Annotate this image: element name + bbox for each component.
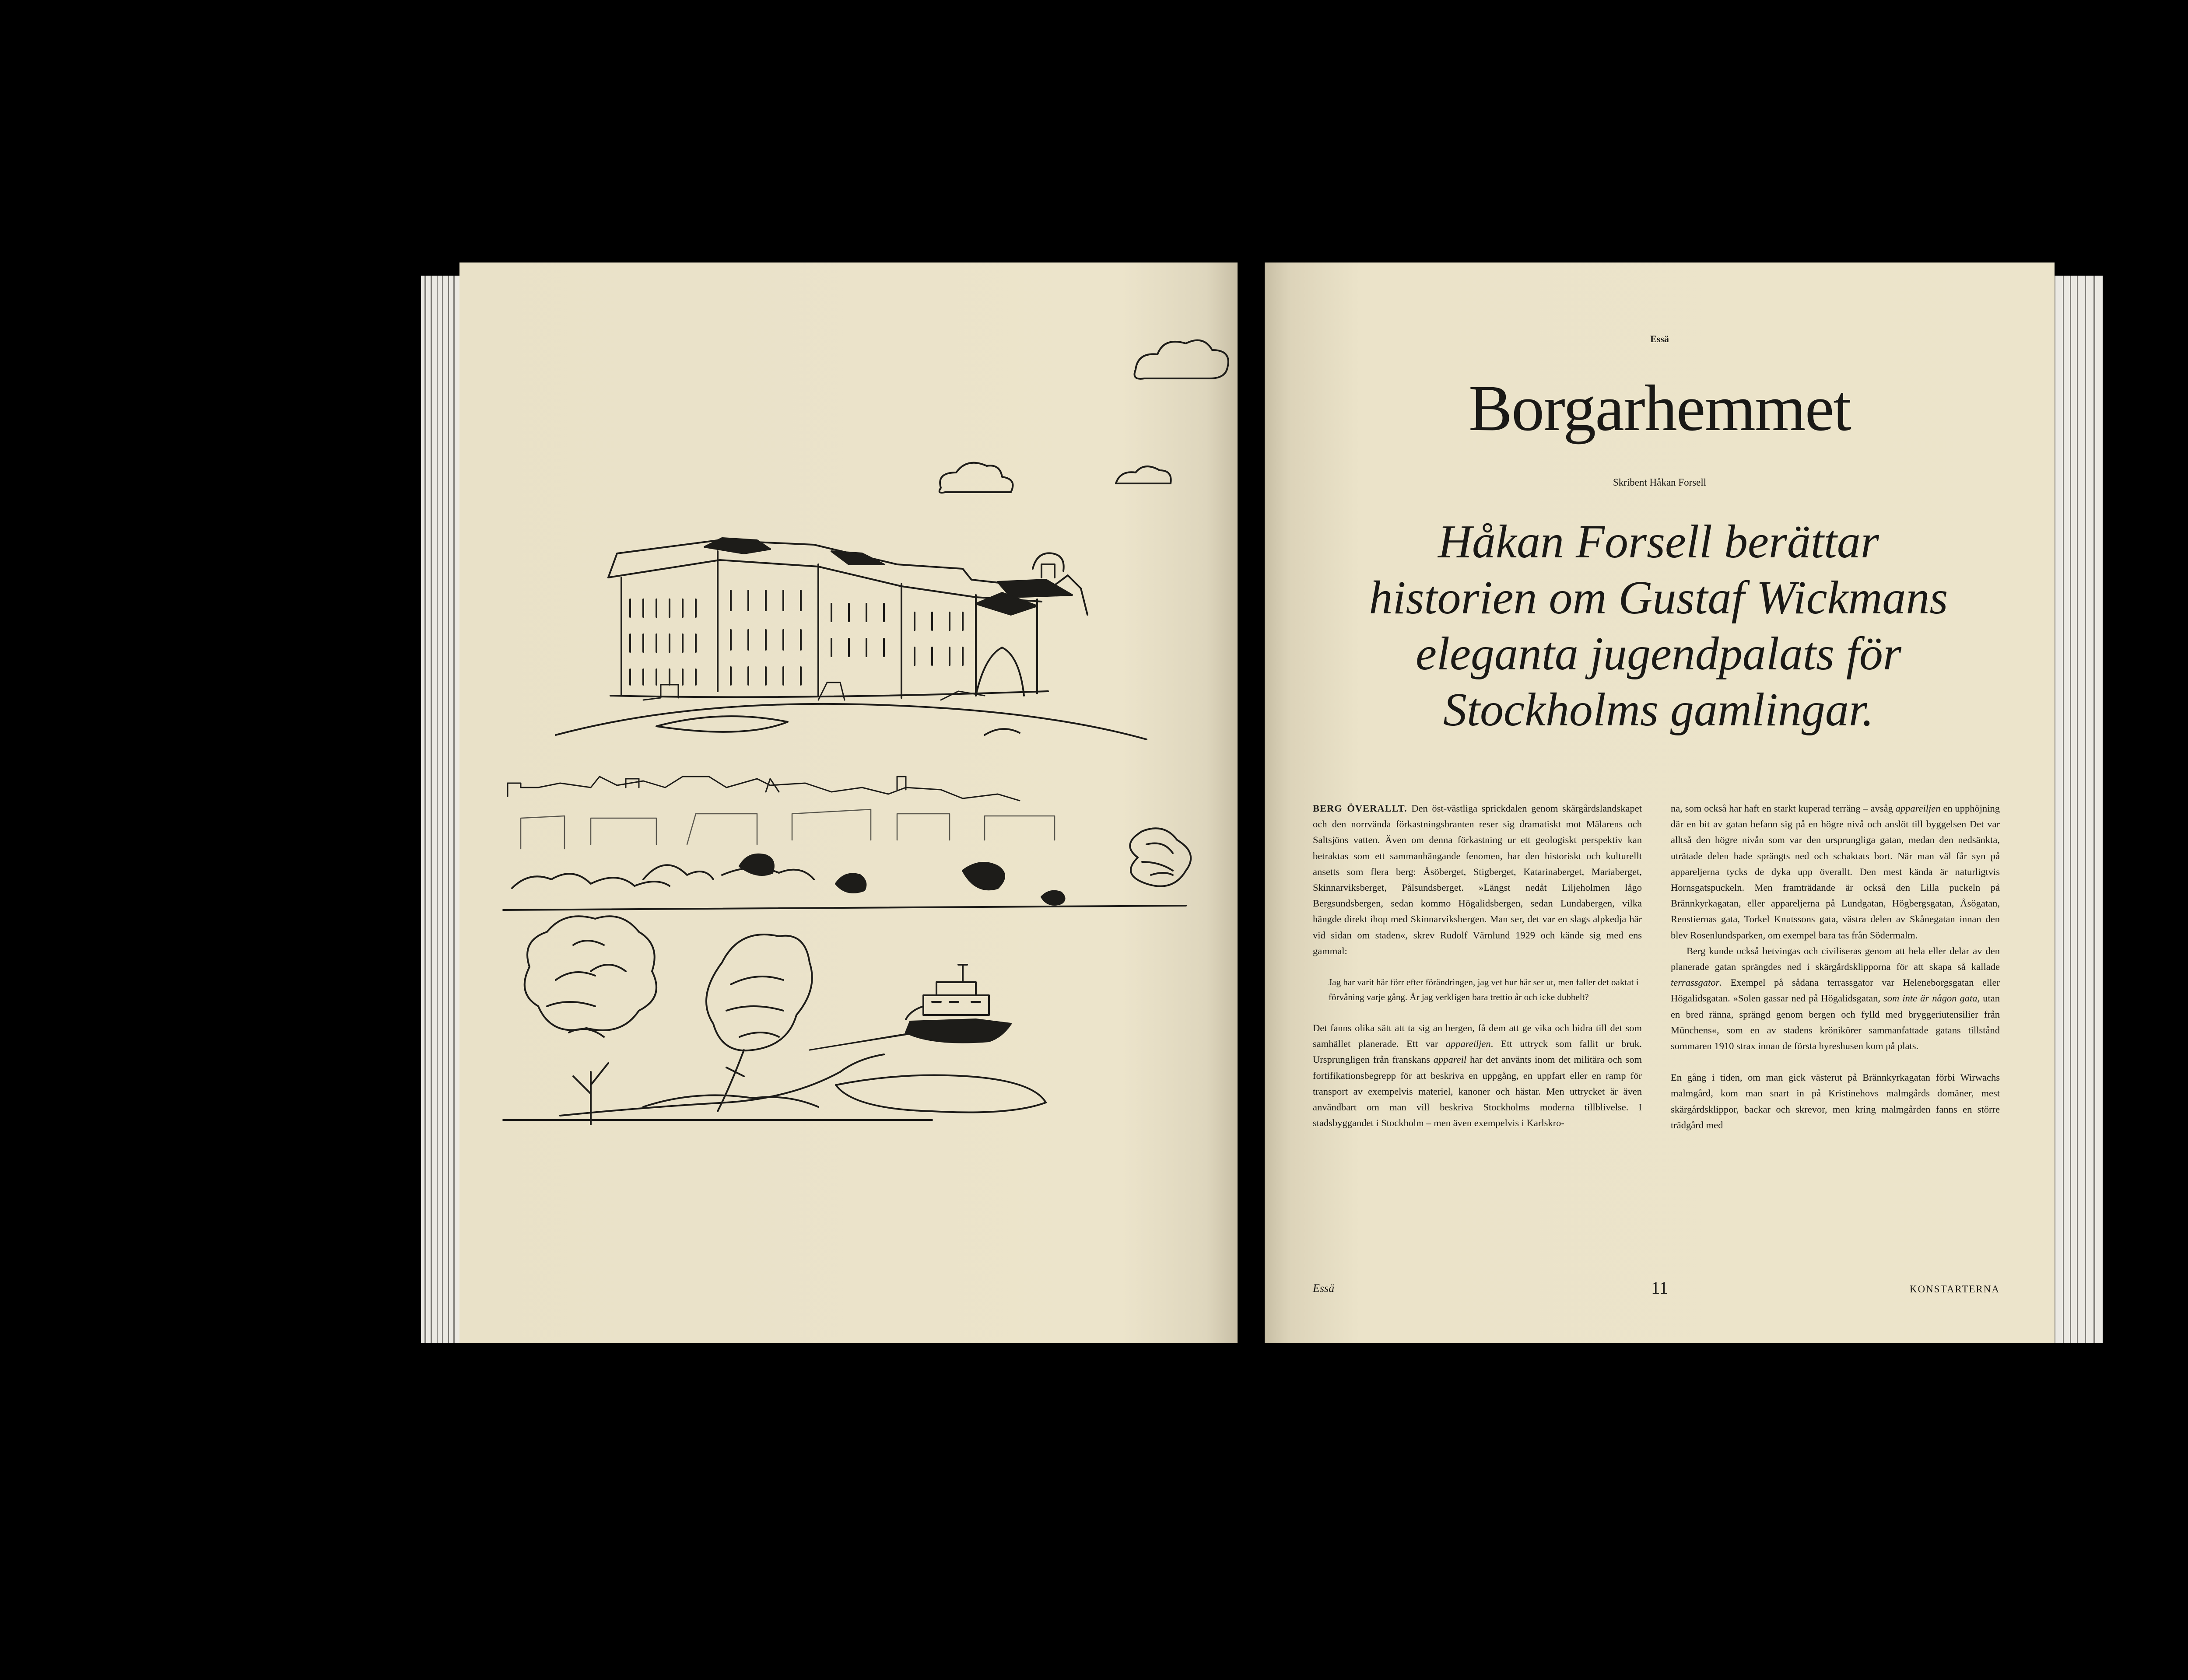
cloud	[940, 463, 1013, 493]
tree-right	[560, 934, 884, 1116]
footer-section: Essä	[1313, 1282, 1335, 1295]
left-page	[459, 262, 1238, 1343]
cloud	[1135, 340, 1228, 379]
tree-left	[525, 916, 656, 1124]
text-column-2	[1671, 801, 2000, 1133]
body-paragraph: Berg kunde också betvingas och civiliseras genom att hela eller delar av den planerade gatan sprängdes ned i skärgårdsklipporna för att skapa så kallade terrassgator. Exempel på sådana terrassgator var Heleneborgsgatan eller Högalidsgatan. »Solen gassar ned på Högalidsgatan, som inte är någon gata, utan en bred ränna, sprängd genom bergen och fylld med bryggeriutensilier från Münchens«, som en av stadens krönikörer sammanfattade gatans tillstånd sommaren 1910 strax innan de första hyreshusen kom på plats.	[1671, 945, 2000, 1052]
skyline	[508, 777, 1020, 801]
body-paragraph: BERG ÖVERALLT. Den öst-västliga sprickdalen genom skärgårdslandskapet och den norrvända förkastningsbranten reser sig dramatiskt mot Mälarens och Saltsjöns vatten. Även om denna förkastning ur ett geologiskt perspektiv kan betraktas som ett sammanhängande fenomen, har den historiskt och kulturellt ansetts som flera berg: Åsöberget, Stigberget, Katarinaberget, Mariaberget, Skinnarviksberget, Pålsundsberget. »Längst nedåt Liljeholmen lågo Bergsundsbergen, sedan kommo Högalidsbergen, sedan Lundabergen, vilka hängde direkt ihop med Skinnarviksbergen. Man ser, det var en slags alpkedja här vid sidan om staden«, skrev Rudolf Värnlund 1929 och kände sig med ens gammal:	[1313, 803, 1642, 956]
right-page-edges	[2048, 276, 2103, 1343]
text-column-1	[1313, 801, 1642, 1131]
cloud	[1116, 466, 1171, 483]
right-page	[1265, 262, 2055, 1343]
run-in-heading: BERG ÖVERALLT.	[1313, 803, 1407, 814]
lead-paragraph: Håkan Forsell berättar historien om Gustaf Wickmans eleganta jugendpalats för Stockholms gamlingar.	[1369, 516, 1948, 736]
palace	[608, 538, 1087, 700]
line-drawing-illustration	[459, 262, 1238, 1343]
footer-publication: KONSTARTERNA	[1909, 1284, 2000, 1295]
tree	[1130, 828, 1191, 886]
boat	[810, 965, 1011, 1050]
section-label: Essä	[1650, 333, 1669, 344]
article-title: Borgarhemmet	[1469, 372, 1851, 444]
body-paragraph: Det fanns olika sätt att ta sig an bergen, få dem att ge vika och bidra till det som samhället planerade. Ett var appareiljen. Ett uttryck som fallit ur bruk. Ursprungligen från franskans appareil har det använts inom det militära och som fortifikationsbegrepp för att beskriva en uppgång, en uppfart eller en ramp för transport av exempelvis materiel, kanoner och hästar. Men uttrycket är även användbart om man vill beskriva Stockholms moderna tillblivelse. I stadsbyggandet i Stockholm – men även exempelvis i Karlskro-	[1313, 1022, 1642, 1129]
byline: Skribent Håkan Forsell	[1613, 477, 1707, 488]
body-paragraph: En gång i tiden, om man gick västerut på Brännkyrkagatan förbi Wirwachs malmgård, kom man snart in på Kristinehovs malmgårds domäner, mest skärgårdsklippor, backar och skrevor, men kring malmgården fanns en större trädgård med	[1671, 1072, 2000, 1130]
page-number: 11	[1651, 1278, 1668, 1298]
horizon	[503, 906, 1186, 910]
block-quote: Jag har varit här förr efter förändringen, jag vet hur här ser ut, men faller det oaktat i förvåning varje gång. Är jag verkligen bara trettio år och icke dubbelt?	[1329, 977, 1639, 1003]
body-paragraph: na, som också har haft en starkt kuperad terräng – avsåg appareiljen en upphöjning där en bit av gatan befann sig på en högre nivå och anslöt till byggelsen Det var alltså den högre nivån som var den ursprungliga gatan, medan den nedsänkta, uträtade delen hade sprängts ned och schaktats bort. När man väl får syn på appareljerna tycks de dyka upp överallt. Den mest kända är naturligtvis Hornsgatspuckeln. Men framträdande är också den Lilla puckeln på Brännkyrkagatan, eller appareljerna på Lundgatan, Högbergsgatan, Åsögatan, Renstiernas gata, Torkel Knutssons gata, västra delen av Skånegatan innan den blev Rosenlundsparken, om exempel bara tas från Södermalm.	[1671, 803, 2000, 941]
shore	[836, 1075, 1046, 1113]
hill	[556, 704, 1147, 739]
